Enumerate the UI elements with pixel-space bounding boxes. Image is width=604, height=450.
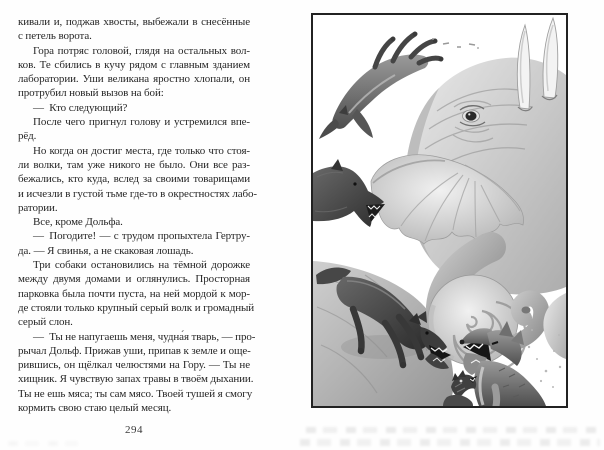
text-line: ратории. bbox=[18, 201, 58, 214]
bleedthrough-smudge bbox=[306, 427, 600, 433]
text-line: хищник. Я чувствую запах травы в твоём дыхании. bbox=[18, 373, 254, 386]
text-line: рычал Дольф. Прижав уши, припав к земле и още- bbox=[18, 344, 251, 357]
text-line: Но когда он достиг места, где только что стоя- bbox=[33, 144, 250, 157]
left-page-text-column bbox=[18, 15, 257, 415]
text-line: ли волки, там уже никого не было. Они все раз- bbox=[18, 158, 250, 171]
text-line: ков. Те сбились в кучу рядом с главным зданием bbox=[18, 58, 250, 71]
text-line: рившись, он щёлкал челюстями на Гору. — Ты не bbox=[18, 359, 250, 372]
bleedthrough-smudge bbox=[8, 441, 78, 446]
text-line: — Погодите! — с трудом пропыхтела Гертру- bbox=[33, 230, 250, 243]
text-line: да. — Я свинья, а не скаковая лошадь. bbox=[18, 244, 194, 257]
text-line: кивали и, поджав хвосты, выбежали в снесённые bbox=[18, 16, 250, 28]
text-line: Три собаки остановились на тёмной дорожке bbox=[33, 259, 250, 272]
text-line: — Ты не напугаешь меня, чудна́я тварь, — про- bbox=[33, 330, 256, 343]
text-line: между двумя домами и оглянулись. Просторная bbox=[18, 273, 250, 286]
text-line: рёд. bbox=[18, 130, 37, 143]
text-line: протрубил новый вызов на бой: bbox=[18, 87, 164, 100]
elephant-wolves-illustration bbox=[313, 15, 566, 406]
text-line: Гора потряс головой, глядя на остальных вол- bbox=[33, 44, 250, 57]
text-line: Все, кроме Дольфа. bbox=[33, 216, 123, 229]
text-line: После чего пригнул голову и устремился впе- bbox=[33, 116, 250, 129]
text-line: серый слон. bbox=[18, 316, 73, 329]
text-line: бежались, кто куда, вслед за своими товарищами bbox=[18, 173, 250, 186]
text-line: и исчезли в густой тьме где-то в окрестностях лабо- bbox=[18, 187, 257, 200]
text-line: лаборатории. Уши великана яростно хлопали, он bbox=[18, 73, 250, 86]
text-line: — Кто следующий? bbox=[33, 101, 128, 114]
text-line: парковка была почти пуста, на ней мордой к мор- bbox=[18, 287, 250, 300]
illustration-frame bbox=[311, 13, 568, 408]
text-line: кормить свою стаю целый месяц. bbox=[18, 402, 172, 415]
page-number: 294 bbox=[125, 424, 143, 436]
text-line: с петель ворота. bbox=[18, 30, 92, 43]
text-line: де стояли только крупный серый волк и громадный bbox=[18, 301, 255, 314]
text-line: Ты не ешь мяса; ты сам мясо. Твоей тушей я смогу bbox=[18, 387, 253, 400]
bleedthrough-smudge bbox=[300, 439, 600, 446]
